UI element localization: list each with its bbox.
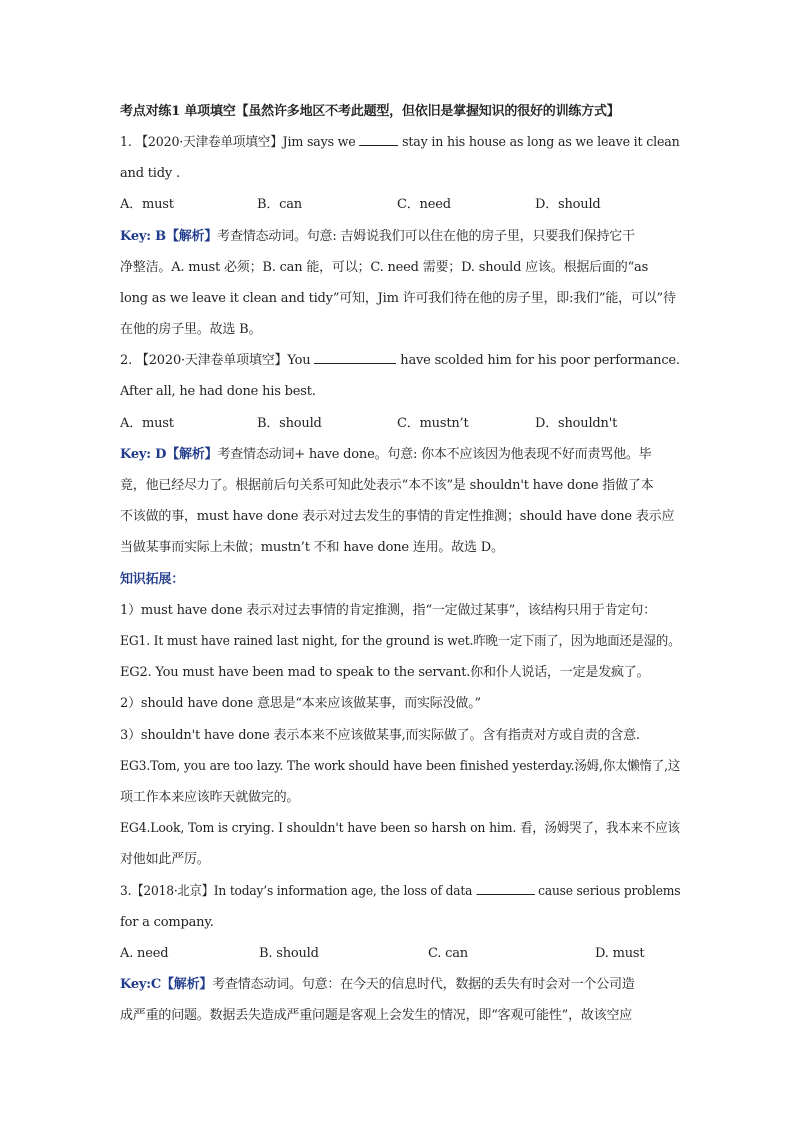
option-d: D．shouldn't xyxy=(535,416,618,431)
key-label: Key: D【解析】 xyxy=(120,447,218,462)
question-2-options xyxy=(120,416,680,432)
question-1-options xyxy=(120,197,680,213)
question-1-blank xyxy=(359,135,398,146)
option-b: B．can xyxy=(257,197,302,212)
option-c: C．need xyxy=(397,197,451,212)
option-c: C．mustn’t xyxy=(397,416,469,431)
extension-heading: 知识拓展： xyxy=(120,572,185,587)
explanation-line: 考查情态动词。句意：在今天的信息时代，数据的丢失有时会对一个公司造 xyxy=(212,977,635,992)
question-2-blank xyxy=(314,353,396,364)
key-label: Key:C【解析】 xyxy=(120,977,213,992)
key-label: Key: B【解析】 xyxy=(120,229,218,244)
explanation-line: 考查情态动词。句意: 吉姆说我们可以住在他的房子里，只要我们保持它干 xyxy=(217,229,635,244)
question-3-blank xyxy=(476,884,534,895)
question-3 xyxy=(120,884,681,900)
question-3-continuation: for a company. xyxy=(120,915,214,930)
extension-line: EG3.Tom, you are too lazy. The work should have been finished yesterday.汤姆,你太懒惰了,这 xyxy=(120,759,681,774)
option-c: C. can xyxy=(428,946,468,961)
question-1 xyxy=(120,135,680,151)
extension-line: EG4.Look, Tom is crying. I shouldn't have been so harsh on him. 看，汤姆哭了，我本来不应该 xyxy=(120,821,680,836)
answer-key-1 xyxy=(120,229,680,245)
extension-line: 3）shouldn't have done 表示本来不应该做某事,而实际做了。含有指责对方或自责的含意. xyxy=(120,728,640,743)
answer-key-2 xyxy=(120,447,680,463)
extension-line: EG2. You must have been mad to speak to the servant.你和仆人说话，一定是发疯了。 xyxy=(120,665,650,680)
extension-line: 项工作本来应该昨天就做完的。 xyxy=(120,790,300,805)
question-3-stem-start: 3.【2018·北京】In today’s information age, the loss of data xyxy=(120,884,476,899)
question-1-stem-start: 1. 【2020·天津卷单项填空】Jim says we xyxy=(120,135,360,150)
explanation-line: 在他的房子里。故选 B。 xyxy=(120,322,262,337)
section-title: 考点对练1 单项填空【虽然许多地区不考此题型，但依旧是掌握知识的很好的训练方式】 xyxy=(120,104,620,119)
extension-line: EG1. It must have rained last night, for the ground is wet.昨晚一定下雨了，因为地面还是湿的。 xyxy=(120,634,681,649)
question-2-continuation: After all, he had done his best. xyxy=(120,384,316,399)
option-b: B．should xyxy=(257,416,322,431)
question-1-stem-end: stay in his house as long as we leave it clean xyxy=(398,135,680,150)
option-a: A．must xyxy=(120,197,174,212)
option-a: A. need xyxy=(120,946,169,961)
explanation-line: 当做某事而实际上未做；mustn’t 不和 have done 连用。故选 D。 xyxy=(120,540,504,555)
answer-key-3 xyxy=(120,977,680,993)
question-2-stem-start: 2. 【2020·天津卷单项填空】You xyxy=(120,353,315,368)
question-3-options xyxy=(120,946,680,962)
option-b: B. should xyxy=(259,946,319,961)
option-d: D．should xyxy=(535,197,601,212)
extension-line: 1）must have done 表示对过去事情的肯定推测，指“一定做过某事”，该结构只用于肯定句： xyxy=(120,603,656,618)
extension-line: 对他如此严厉。 xyxy=(120,852,210,867)
question-1-continuation: and tidy . xyxy=(120,166,180,181)
explanation-line: 竟，他已经尽力了。根据前后句关系可知此处表示“本不该”是 shouldn't have done 指做了本 xyxy=(120,478,654,493)
explanation-line: 考查情态动词+ have done。句意: 你本不应该因为他表现不好而责骂他。毕 xyxy=(217,447,652,462)
explanation-line: 成严重的问题。数据丢失造成严重问题是客观上会发生的情况，即“客观可能性”，故该空应 xyxy=(120,1008,633,1023)
question-2-stem-end: have scolded him for his poor performance. xyxy=(396,353,680,368)
explanation-line: 净整洁。A. must 必须；B. can 能，可以；C. need 需要；D. should 应该。根据后面的“as xyxy=(120,260,649,275)
explanation-line: long as we leave it clean and tidy”可知，Jim 许可我们待在他的房子里，即:我们”能，可以”待 xyxy=(120,291,676,306)
extension-line: 2）should have done 意思是“本来应该做某事，而实际没做。” xyxy=(120,696,481,711)
option-a: A．must xyxy=(120,416,174,431)
question-3-stem-end: cause serious problems xyxy=(534,884,681,899)
question-2 xyxy=(120,353,680,369)
explanation-line: 不该做的事，must have done 表示对过去发生的事情的肯定性推测；should have done 表示应 xyxy=(120,509,675,524)
option-d: D. must xyxy=(595,946,645,961)
